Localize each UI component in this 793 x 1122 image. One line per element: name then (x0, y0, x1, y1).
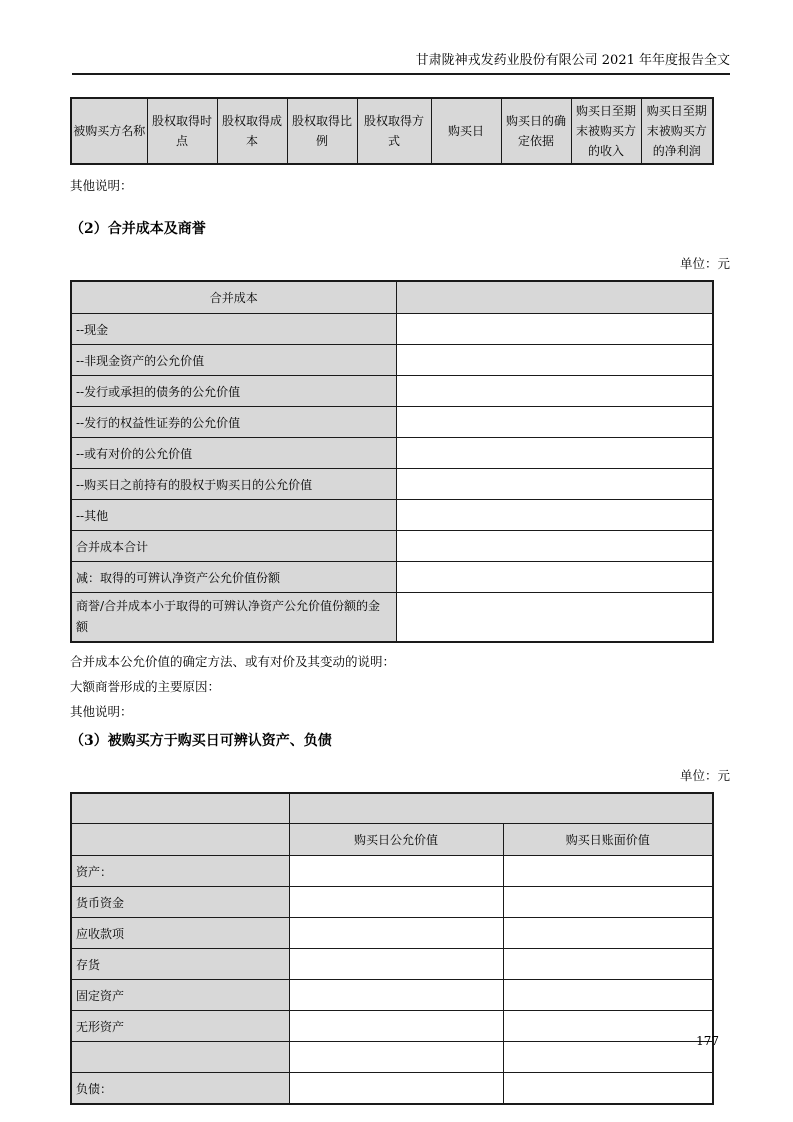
table-header-row (71, 824, 713, 856)
row-label: --非现金资产的公允价值 (71, 345, 396, 376)
col-header-fair-value: 购买日公允价值 (289, 824, 503, 856)
row-value (396, 469, 713, 500)
row-label: --现金 (71, 314, 396, 345)
row-value (396, 562, 713, 593)
col-header-purchase-date: 购买日 (431, 98, 501, 164)
row-label: 应收款项 (71, 918, 289, 949)
row-value-fair (289, 918, 503, 949)
table-row (71, 856, 713, 887)
row-label: 合并成本合计 (71, 531, 396, 562)
row-value (396, 376, 713, 407)
row-label: 资产： (71, 856, 289, 887)
row-value-fair (289, 1011, 503, 1042)
row-label: 无形资产 (71, 1011, 289, 1042)
col-header-purchase-date-basis: 购买日的确定依据 (501, 98, 571, 164)
merge-cost-header: 合并成本 (71, 281, 396, 314)
merge-cost-note-1: 合并成本公允价值的确定方法、或有对价及其变动的说明： (70, 654, 396, 669)
table-header-row-top (71, 793, 713, 824)
row-value (396, 407, 713, 438)
header-blank-cell (71, 824, 289, 856)
col-header-acquiree-name: 被购买方名称 (71, 98, 147, 164)
row-label: --其他 (71, 500, 396, 531)
row-label: 货币资金 (71, 887, 289, 918)
table-row (71, 1073, 713, 1105)
row-label: 商誉/合并成本小于取得的可辨认净资产公允价值份额的金额 (71, 593, 396, 643)
table-row (71, 345, 713, 376)
row-value-book (503, 1011, 713, 1042)
row-value-book (503, 949, 713, 980)
page-header (72, 0, 730, 75)
table-row (71, 531, 713, 562)
col-header-net-profit-since-purchase: 购买日至期末被购买方的净利润 (641, 98, 713, 164)
row-label: --购买日之前持有的股权于购买日的公允价值 (71, 469, 396, 500)
table-row (71, 438, 713, 469)
section-2-heading: （2）合并成本及商誉 (70, 221, 206, 237)
row-value-fair (289, 1073, 503, 1105)
row-label: 减：取得的可辨认净资产公允价值份额 (71, 562, 396, 593)
table-row (71, 1011, 713, 1042)
table-row (71, 314, 713, 345)
merge-cost-note-3: 其他说明： (70, 704, 133, 719)
table-row (71, 407, 713, 438)
row-label: --发行的权益性证券的公允价值 (71, 407, 396, 438)
table-row (71, 980, 713, 1011)
unit-label-1: 单位：元 (679, 256, 730, 271)
row-value (396, 500, 713, 531)
merge-cost-table-wrap (70, 280, 730, 643)
row-value (396, 531, 713, 562)
table-row (71, 1042, 713, 1073)
row-value-fair (289, 980, 503, 1011)
col-header-equity-time: 股权取得时点 (147, 98, 217, 164)
row-value (396, 345, 713, 376)
header-title: 甘肃陇神戎发药业股份有限公司 2021 年年度报告全文 (415, 53, 730, 68)
table-row (71, 887, 713, 918)
row-label (71, 1042, 289, 1073)
col-header-equity-method: 股权取得方式 (357, 98, 431, 164)
table-row (71, 469, 713, 500)
unit-label-2: 单位：元 (679, 768, 730, 783)
merge-cost-header-value (396, 281, 713, 314)
page-content (70, 97, 730, 1105)
table-header-row (71, 98, 713, 164)
merge-cost-note-2: 大额商誉形成的主要原因： (70, 679, 221, 694)
col-header-book-value: 购买日账面价值 (503, 824, 713, 856)
row-label: 存货 (71, 949, 289, 980)
header-merged-cell (289, 793, 713, 824)
col-header-equity-ratio: 股权取得比例 (287, 98, 357, 164)
header-blank-cell (71, 793, 289, 824)
row-value-fair (289, 949, 503, 980)
row-label: 固定资产 (71, 980, 289, 1011)
section-3-heading: （3）被购买方于购买日可辨认资产、负债 (70, 733, 332, 749)
row-value-book (503, 887, 713, 918)
page-number: 177 (696, 1034, 719, 1048)
table-row (71, 593, 713, 643)
other-note-1: 其他说明： (70, 178, 133, 193)
row-value-book (503, 1042, 713, 1073)
table-row (71, 500, 713, 531)
row-value (396, 438, 713, 469)
row-label: 负债： (71, 1073, 289, 1105)
col-header-equity-cost: 股权取得成本 (217, 98, 287, 164)
merge-cost-table (70, 280, 714, 643)
row-value (396, 314, 713, 345)
row-value-fair (289, 856, 503, 887)
identifiable-assets-table-wrap (70, 792, 730, 1105)
row-value-book (503, 856, 713, 887)
row-value (396, 593, 713, 643)
row-value-fair (289, 887, 503, 918)
table-row (71, 918, 713, 949)
row-label: --或有对价的公允价值 (71, 438, 396, 469)
identifiable-assets-table (70, 792, 714, 1105)
col-header-revenue-since-purchase: 购买日至期末被购买方的收入 (571, 98, 641, 164)
row-value-fair (289, 1042, 503, 1073)
table-header-row (71, 281, 713, 314)
row-value-book (503, 918, 713, 949)
table-row (71, 949, 713, 980)
acquisition-table-wrap (70, 97, 730, 165)
row-value-book (503, 1073, 713, 1105)
row-value-book (503, 980, 713, 1011)
table-row (71, 376, 713, 407)
row-label: --发行或承担的债务的公允价值 (71, 376, 396, 407)
acquisition-table (70, 97, 714, 165)
table-row (71, 562, 713, 593)
